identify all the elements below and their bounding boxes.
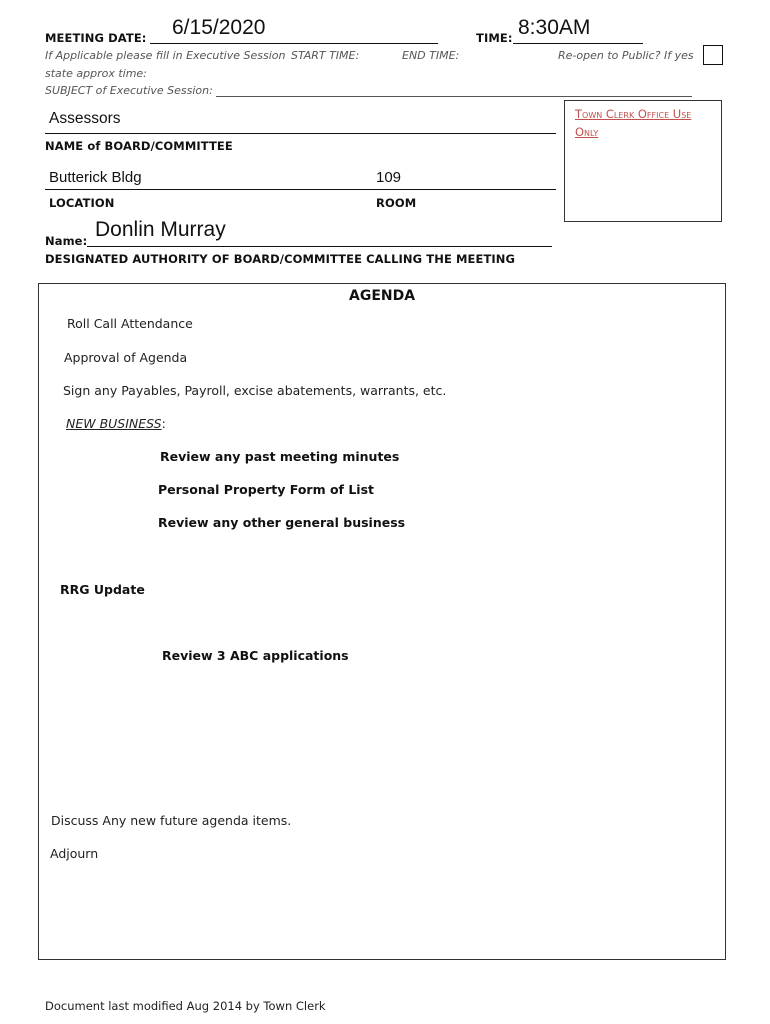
agenda-item-payables: Sign any Payables, Payroll, excise abatements, warrants, etc.	[63, 383, 447, 398]
agenda-item-abc: Review 3 ABC applications	[162, 648, 349, 663]
town-clerk-label-line2: Only	[575, 125, 599, 139]
start-time-label: START TIME:	[291, 49, 360, 62]
agenda-item-new-business	[63, 416, 166, 431]
town-clerk-box	[564, 100, 722, 222]
time-value: 8:30AM	[518, 16, 591, 39]
board-name-field[interactable]	[45, 108, 556, 134]
time-label: TIME:	[476, 31, 513, 45]
board-name-label: NAME of BOARD/COMMITTEE	[45, 139, 233, 153]
approx-time-note: state approx time:	[45, 67, 147, 80]
agenda-item-approval: Approval of Agenda	[64, 350, 188, 365]
location-field[interactable]	[45, 167, 556, 190]
agenda-item-property-form: Personal Property Form of List	[158, 482, 374, 497]
room-value: 109	[376, 169, 402, 186]
authority-name-label: Name:	[45, 234, 88, 248]
meeting-date-field[interactable]	[150, 16, 438, 44]
meeting-date-value: 6/15/2020	[172, 16, 266, 39]
agenda-item-rrg: RRG Update	[60, 582, 145, 597]
location-label: LOCATION	[49, 196, 115, 210]
location-value: Butterick Bldg	[49, 169, 142, 186]
authority-label: DESIGNATED AUTHORITY OF BOARD/COMMITTEE CALLING THE MEETING	[45, 252, 516, 266]
time-field[interactable]	[513, 16, 643, 44]
end-time-label: END TIME:	[402, 49, 460, 62]
agenda-item-adjourn: Adjourn	[50, 846, 99, 861]
meeting-date-label: MEETING DATE:	[45, 31, 147, 45]
new-business-heading: NEW BUSINESS	[66, 416, 162, 431]
board-name-value: Assessors	[49, 110, 121, 127]
agenda-title: AGENDA	[349, 288, 416, 304]
subject-label: SUBJECT of Executive Session:	[45, 84, 213, 97]
authority-name-value: Donlin Murray	[95, 218, 226, 241]
footer-note: Document last modified Aug 2014 by Town Clerk	[45, 999, 326, 1013]
subject-field[interactable]	[216, 96, 692, 97]
agenda-item-future: Discuss Any new future agenda items.	[51, 813, 292, 828]
new-business-colon: :	[161, 416, 166, 431]
agenda-item-roll-call: Roll Call Attendance	[67, 316, 193, 331]
room-label: ROOM	[376, 196, 417, 210]
reopen-public-label: Re-open to Public? If yes	[558, 49, 694, 62]
executive-session-note: If Applicable please fill in Executive Session	[45, 49, 286, 62]
agenda-item-review-minutes: Review any past meeting minutes	[160, 449, 400, 464]
reopen-public-checkbox[interactable]	[703, 45, 723, 65]
authority-name-field[interactable]	[87, 218, 552, 247]
agenda-item-other-business: Review any other general business	[158, 515, 406, 530]
town-clerk-label-line1: Town Clerk Office Use	[575, 107, 692, 121]
